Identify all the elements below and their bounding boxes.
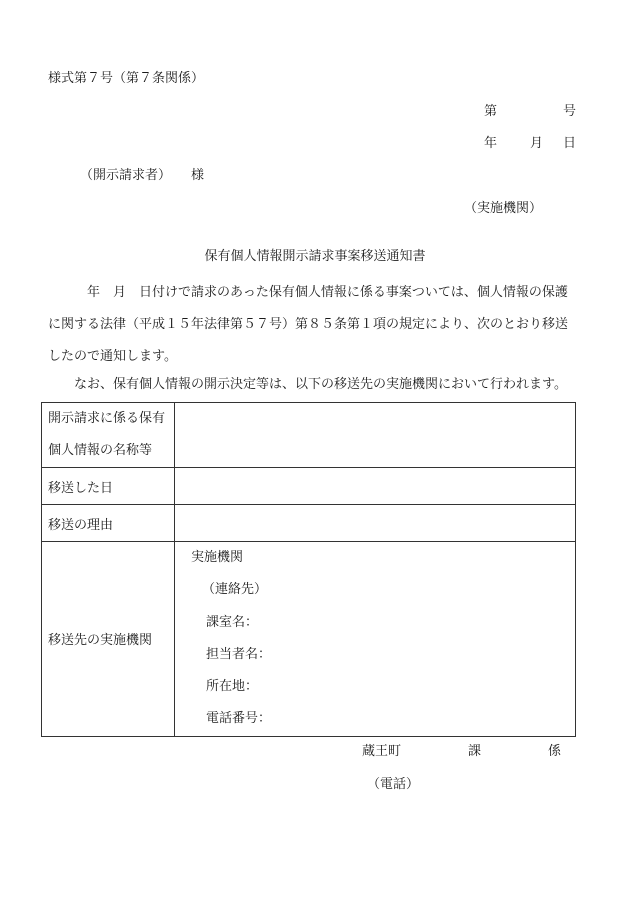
addressee (80, 169, 204, 182)
dest-address: 所在地： (206, 679, 259, 695)
implementing-org: （実施機関） (464, 201, 543, 216)
addressee-label: （開示請求者） (80, 168, 172, 183)
form-number: 様式第７号（第７条関係） (48, 71, 205, 86)
table-row (42, 505, 576, 542)
body-text: 年 月 日付けで請求のあった保有個人情報に係る事案ついては、個人情報の保護に関する法律（平成１５年法律第５７号）第８５条第１項の規定により、次のとおり移送したので通知します。 (48, 285, 569, 364)
row-value-transfer-date (175, 468, 576, 505)
dest-org: 実施機関 (191, 550, 244, 565)
footer-section: 課 (468, 744, 482, 759)
dest-phone: 電話番号： (206, 711, 272, 727)
date-month: 月 (530, 136, 544, 151)
row-value-info-name (175, 403, 576, 468)
date-year: 年 (484, 136, 498, 151)
row-label-info-name: 開示請求に係る保有個人情報の名称等 (42, 403, 175, 468)
table-row (42, 403, 576, 468)
number-prefix: 第 (484, 104, 498, 119)
dest-section: 課室名： (206, 614, 259, 630)
dest-contact: （連絡先） (202, 582, 268, 598)
transfer-table (41, 402, 576, 737)
row-value-transfer-reason (175, 505, 576, 542)
note-text: なお、保有個人情報の開示決定等は、以下の移送先の実施機関において行われます。 (74, 377, 567, 392)
table-row (42, 542, 576, 737)
table-row (42, 468, 576, 505)
footer-unit: 係 (548, 744, 562, 759)
body-paragraph (48, 277, 578, 373)
row-label-transfer-date: 移送した日 (42, 468, 175, 505)
number-suffix: 号 (562, 104, 576, 119)
date-day: 日 (562, 136, 576, 151)
addressee-honorific: 様 (191, 168, 205, 183)
footer-town: 蔵王町 (362, 744, 402, 759)
footer-phone: （電話） (367, 777, 420, 792)
destination-details (175, 542, 576, 737)
row-label-transfer-reason: 移送の理由 (42, 505, 175, 542)
dest-person: 担当者名： (206, 646, 272, 662)
document-title: 保有個人情報開示請求事案移送通知書 (204, 249, 426, 264)
row-label-destination: 移送先の実施機関 (42, 542, 175, 737)
